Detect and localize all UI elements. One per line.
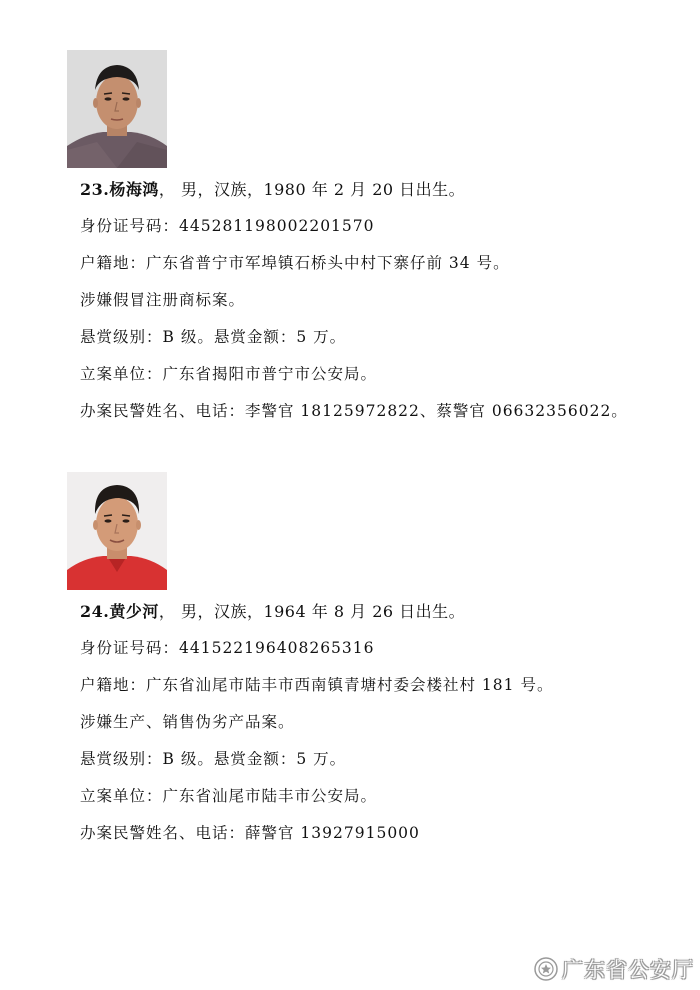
contact-line: 办案民警姓名、电话：薛警官 13927915000 [80,824,420,842]
portrait-image [67,472,167,590]
watermark [533,954,694,984]
contact-line: 办案民警姓名、电话：李警官 18125972822、蔡警官 06632356022。 [80,402,628,420]
domicile-line: 户籍地：广东省普宁市军埠镇石桥头中村下寨仔前 34 号。 [80,254,510,272]
person-heading [80,602,465,622]
person-number: 24. [80,602,110,621]
person-name: 黄少河 [109,602,159,621]
reward-line: 悬赏级别：B 级。悬赏金额：5 万。 [80,750,347,768]
person-heading [80,180,465,200]
reward-line: 悬赏级别：B 级。悬赏金额：5 万。 [80,328,347,346]
suspect-photo [67,50,167,168]
case-line: 涉嫌假冒注册商标案。 [80,291,246,309]
id-number-line: 身份证号码：441522196408265316 [80,639,375,657]
person-bio: ， 男，汉族，1964 年 8 月 26 日出生。 [158,602,466,621]
person-name: 杨海鸿 [109,180,159,199]
portrait-image [67,50,167,168]
case-line: 涉嫌生产、销售伪劣产品案。 [80,713,295,731]
watermark-text: 广东省公安厅 [562,958,694,982]
id-number-line: 身份证号码：445281198002201570 [80,217,375,235]
police-badge-icon [533,956,559,982]
domicile-line: 户籍地：广东省汕尾市陆丰市西南镇青塘村委会楼社村 181 号。 [80,676,554,694]
person-number: 23. [80,180,110,199]
person-bio: ， 男，汉族，1980 年 2 月 20 日出生。 [158,180,466,199]
filing-unit-line: 立案单位：广东省汕尾市陆丰市公安局。 [80,787,378,805]
suspect-photo [67,472,167,590]
filing-unit-line: 立案单位：广东省揭阳市普宁市公安局。 [80,365,378,383]
